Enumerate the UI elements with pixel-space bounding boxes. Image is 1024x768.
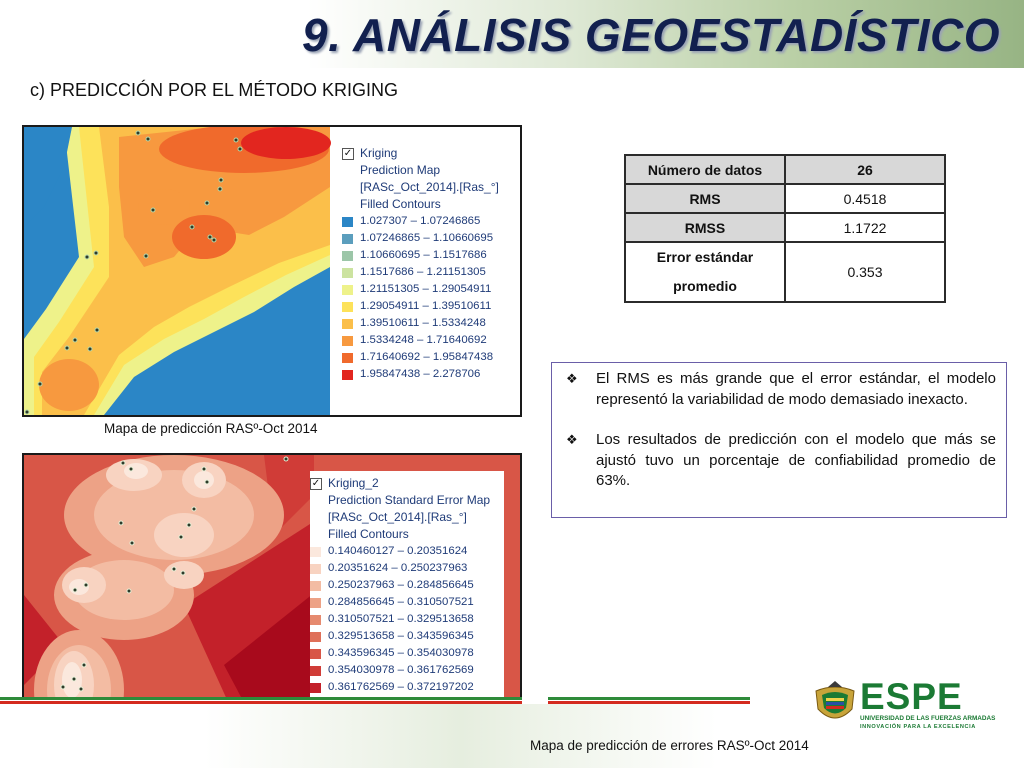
espe-tagline-1: UNIVERSIDAD DE LAS FUERZAS ARMADAS — [860, 715, 996, 722]
layer-checkbox[interactable]: ✓ — [311, 477, 321, 489]
legend-class-row — [342, 230, 499, 247]
legend-class-label: 0.20351624 – 0.250237963 — [328, 562, 468, 574]
legend-class-row — [310, 628, 504, 645]
note-item — [566, 430, 996, 492]
stat-value: 0.4518 — [785, 184, 945, 213]
legend-swatch — [342, 336, 353, 346]
table-row — [625, 184, 945, 213]
legend-class-label: 0.250237963 – 0.284856645 — [328, 579, 474, 591]
legend-class-label: 1.10660695 – 1.1517686 — [360, 249, 487, 261]
error-map-caption: Mapa de predicción de errores RASº-Oct 2014 — [530, 738, 809, 753]
legend-class-label: 0.361762569 – 0.372197202 — [328, 681, 474, 693]
stat-label: RMSS — [625, 213, 785, 242]
error-legend — [310, 471, 504, 721]
legend-class-label: 1.5334248 – 1.71640692 — [360, 334, 487, 346]
legend-class-label: 0.284856645 – 0.310507521 — [328, 596, 474, 608]
legend-swatch — [342, 353, 353, 363]
slide-subtitle: c) PREDICCIÓN POR EL MÉTODO KRIGING — [30, 80, 399, 100]
legend-swatch — [310, 683, 321, 693]
legend-map-type: Prediction Map — [360, 163, 441, 177]
legend-class-label: 1.71640692 – 1.95847438 — [360, 351, 494, 363]
legend-field: [RASc_Oct_2014].[Ras_°] — [328, 510, 467, 524]
legend-swatch — [342, 370, 353, 380]
legend-class-row — [342, 366, 499, 383]
prediction-legend — [342, 145, 499, 383]
legend-class-label: 0.343596345 – 0.354030978 — [328, 647, 474, 659]
stat-value: 1.1722 — [785, 213, 945, 242]
legend-swatch — [310, 547, 321, 557]
legend-swatch — [310, 666, 321, 676]
espe-wordmark: ESPE — [860, 676, 963, 717]
legend-class-row — [310, 594, 504, 611]
legend-swatch — [342, 319, 353, 329]
legend-class-label: 0.310507521 – 0.329513658 — [328, 613, 474, 625]
legend-swatch — [342, 251, 353, 261]
footer-stripes — [0, 697, 522, 704]
legend-class-label: 1.21151305 – 1.29054911 — [360, 283, 492, 295]
legend-class-row — [342, 298, 499, 315]
legend-swatch — [310, 581, 321, 591]
legend-layer-name: Kriging_2 — [328, 476, 379, 490]
legend-class-row — [342, 281, 499, 298]
table-row — [625, 155, 945, 184]
notes-box — [551, 362, 1007, 518]
legend-class-row — [342, 315, 499, 332]
legend-swatch — [342, 234, 353, 244]
espe-tagline-2: INNOVACIÓN PARA LA EXCELENCIA — [860, 724, 976, 730]
legend-class-label: 0.354030978 – 0.361762569 — [328, 664, 474, 676]
slide-title: 9. ANÁLISIS GEOESTADÍSTICO — [302, 9, 1000, 61]
stat-label: Error estándar promedio — [625, 242, 785, 302]
legend-class-row — [342, 247, 499, 264]
legend-class-row — [342, 332, 499, 349]
diamond-bullet-icon: ❖ — [566, 371, 578, 386]
legend-class-row — [342, 213, 499, 230]
legend-swatch — [310, 632, 321, 642]
legend-mode: Filled Contours — [360, 197, 441, 211]
note-item — [566, 369, 996, 410]
legend-class-label: 1.29054911 – 1.39510611 — [360, 300, 492, 312]
legend-class-row — [310, 679, 504, 696]
legend-class-row — [310, 645, 504, 662]
legend-class-label: 1.1517686 – 1.21151305 — [360, 266, 486, 278]
note-text: Los resultados de predicción con el modelo que más se ajustó tuvo un porcentaje de confiabilidad promedio de 63%. — [596, 431, 996, 489]
legend-map-type: Prediction Standard Error Map — [328, 493, 491, 507]
legend-swatch — [342, 268, 353, 278]
stat-label: RMS — [625, 184, 785, 213]
legend-swatch — [342, 302, 353, 312]
legend-swatch — [310, 615, 321, 625]
note-text: El RMS es más grande que el error estándar, el modelo representó la variabilidad de modo demasiado inexacto. — [596, 370, 996, 408]
espe-emblem-icon — [812, 681, 858, 727]
legend-class-row — [310, 662, 504, 679]
legend-class-label: 1.95847438 – 2.278706 — [360, 368, 481, 380]
legend-swatch — [310, 649, 321, 659]
legend-class-label: 0.329513658 – 0.343596345 — [328, 630, 474, 642]
legend-swatch — [310, 598, 321, 608]
legend-swatch — [342, 217, 353, 227]
espe-logo — [812, 676, 996, 737]
prediction-map-caption: Mapa de predicción RASº-Oct 2014 — [104, 421, 318, 436]
legend-mode: Filled Contours — [328, 527, 409, 541]
stats-table — [624, 154, 946, 303]
legend-swatch — [342, 285, 353, 295]
table-row — [625, 242, 945, 302]
legend-field: [RASc_Oct_2014].[Ras_°] — [360, 180, 499, 194]
diamond-bullet-icon: ❖ — [566, 432, 578, 447]
legend-class-row — [310, 543, 504, 560]
stat-value: 0.353 — [785, 242, 945, 302]
legend-layer-name: Kriging — [360, 146, 398, 160]
legend-class-row — [342, 264, 499, 281]
legend-class-row — [310, 611, 504, 628]
legend-swatch — [310, 564, 321, 574]
footer-stripes — [548, 697, 750, 704]
legend-class-row — [310, 577, 504, 594]
stat-value: 26 — [785, 155, 945, 184]
legend-class-row — [342, 349, 499, 366]
legend-class-label: 0.140460127 – 0.20351624 — [328, 545, 468, 557]
prediction-map — [22, 125, 522, 417]
layer-checkbox[interactable]: ✓ — [343, 147, 353, 159]
stat-label: Número de datos — [625, 155, 785, 184]
legend-class-label: 1.07246865 – 1.10660695 — [360, 232, 494, 244]
legend-class-row — [310, 560, 504, 577]
table-row — [625, 213, 945, 242]
legend-class-label: 1.39510611 – 1.5334248 — [360, 317, 486, 329]
legend-class-label: 1.027307 – 1.07246865 — [360, 215, 481, 227]
